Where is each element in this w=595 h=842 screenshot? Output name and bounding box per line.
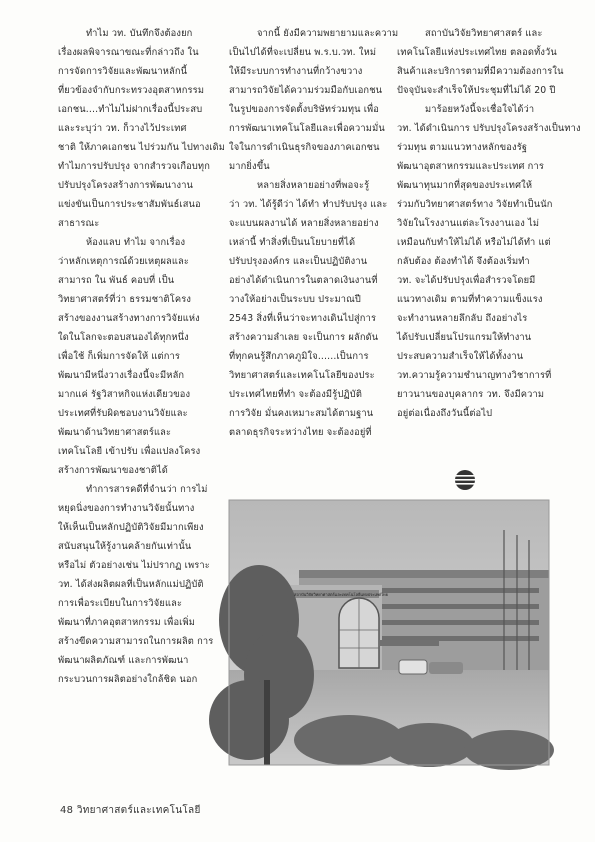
page-footer: [60, 803, 201, 818]
article-paragraph: [58, 233, 210, 480]
text-line: ปรับปรุงองค์กร และเป็นปฏิบัติงาน: [229, 256, 368, 267]
text-line: เทคโนโลยีแห่งประเทศไทย ตลอดทั้งวัน: [397, 47, 557, 58]
text-line: และระบุว่า วท. ก็วางไว้ประเทศ: [58, 123, 187, 134]
text-line: ใดในโลกจะตอบสนองได้ทุกหนึ่ง: [58, 332, 189, 343]
text-line: ตลาดธุรกิจระหว่างไทย จะต้องอยู่ที่: [229, 427, 372, 438]
text-line: เทคโนโลยี เข้าปรับ เพื่อแปลงโครง: [58, 446, 201, 457]
article-end-icon: [454, 469, 476, 491]
text-line: หลายสิ่งหลายอย่างที่พอจะรู้: [257, 180, 370, 191]
text-line: ประสบความสำเร็จให้ได้ทั้งงาน: [397, 351, 524, 362]
text-line: เรื่องผลพิจารณาขณะที่กล่าวถึง ใน: [58, 47, 199, 58]
text-line: ร่วมกับวิทยาศาสตร์ทาง วิจัยทำเป็นนัก: [397, 199, 553, 210]
text-line: พัฒนามีหนึ่งวางเรื่องนี้จะมีหลัก: [58, 370, 185, 381]
text-line: เอกชน....ทำไมไม่ฝากเรื่องนี้ประสบ: [58, 104, 203, 115]
text-line: วท. ได้ดำเนินการ ปรับปรุงโครงสร้างเป็นทาง: [397, 123, 581, 134]
article-paragraph: [397, 100, 581, 423]
article-paragraph: [397, 24, 564, 100]
text-line: พัฒนาทุนมากที่สุดของประเทศให้: [397, 180, 533, 191]
text-line: ชาติ ให้ภาคเอกชน ไปร่วมกัน ไปทางเดิม: [58, 142, 226, 153]
article-paragraph: [229, 24, 399, 176]
text-line: สาธารณะ: [58, 218, 100, 229]
text-line: จะแบนผลงานได้ หลายสิ่งหลายอย่าง: [229, 218, 379, 229]
text-line: พัฒนาที่ภาคอุตสาหกรรม เพื่อเพิ่ม: [58, 617, 196, 628]
article-paragraph: [58, 480, 214, 689]
article-paragraph: [58, 24, 226, 233]
text-line: ทำไมการปรับปรุง จากสำรวจเกือบทุก: [58, 161, 210, 172]
text-line: ว่า วท. ได้รู้ดีว่า ได้ทำ ทำปรับปรุง และ: [229, 199, 388, 210]
text-line: ห้องแลบ ทำไม จากเรื่อง: [86, 237, 186, 248]
text-line: วท.ความรู้ความชำนาญทางวิชาการที่: [397, 370, 552, 381]
text-line: เพื่อใช้ ก็เพิ่มการจัดให้ แต่การ: [58, 351, 181, 362]
text-line: วท. จะได้ปรับปรุงเพื่อสำรวจโดยมี: [397, 275, 536, 286]
text-line: มากแค่ รัฐวิสาหกิจแห่งเดียวของ: [58, 389, 191, 400]
text-line: พัฒนาด้านวิทยาศาสตร์และ: [58, 427, 172, 438]
text-line: พัฒนาอุตสาหกรรมและประเทศ การ: [397, 161, 544, 172]
text-line: แนวทางเดิม ตามที่ทำความแข็งแรง: [397, 294, 543, 305]
text-line: ทำการสารคดีที่จำนว่า การไม่: [86, 484, 208, 495]
text-line: การเพื่อระเบียบในการวิจัยและ: [58, 598, 183, 609]
text-line: วิทยาศาสตร์ที่ว่า ธรรมชาติโครง: [58, 294, 192, 305]
text-line: สถาบันวิจัยวิทยาศาสตร์ และ: [425, 28, 543, 39]
text-line: ปัจจุบันจะสำเร็จให้ประชุมที่ไม่ได้ 20 ปี: [397, 85, 556, 96]
text-line: สามารถวิจัยได้ความร่วมมือกับเอกชน: [229, 85, 383, 96]
article-paragraph: [229, 176, 388, 442]
text-line: จากนี้ ยังมีความพยายามและความ: [257, 28, 399, 39]
text-line: อยู่ต่อเนื่องถึงวันนี้ต่อไป: [397, 408, 493, 419]
text-line: 2543 สิ่งที่เห็นว่าจะทางเดินไปสู่การ: [229, 313, 377, 324]
text-line: สร้างของงานสร้างทางการวิจัยแห่ง: [58, 313, 200, 324]
text-line: กลับต้อง ต้องทำได้ จึงต้องเริ่มทำ: [397, 256, 530, 267]
text-line: ว่าหลักเหตุการณ์ด้วยเหตุผลและ: [58, 256, 190, 267]
text-line: แข่งขันเป็นการประชาสัมพันธ์เสนอ: [58, 199, 201, 210]
text-line: กระบวนการผลิตอย่างใกล้ชิด นอก: [58, 674, 198, 685]
text-line: การพัฒนาเทคโนโลยีและเพื่อความมั่น: [229, 123, 385, 134]
text-line: สินค้าและบริการตามที่มีความต้องการใน: [397, 66, 564, 77]
text-line: ประเทศไทยที่ทำ จะต้องมีรู้ปฏิบัติ: [229, 389, 363, 400]
text-line: ใจในการดำเนินธุรกิจของภาคเอกชน: [229, 142, 380, 153]
text-line: สร้างการพัฒนาของชาติได้: [58, 465, 168, 476]
text-line: มาร้อยหวังนี้จะเชื่อใจได้ว่า: [425, 104, 535, 115]
text-line: การจัดการวิจัยและพัฒนาหลักนี้: [58, 66, 188, 77]
text-line: อย่างได้ดำเนินการในตลาดเงินงานที่: [229, 275, 378, 286]
text-line: สนับสนุนให้รู้งานคล้ายกันเท่านั้น: [58, 541, 192, 552]
text-line: ที่ยวข้องจำกับกระทรวงอุตสาหกรรม: [58, 85, 205, 96]
text-line: วางให้อย่างเป็นระบบ ประมาณปี: [229, 294, 361, 305]
text-line: หยุดนิ่งของการทำงานวิจัยนั้นทาง: [58, 503, 195, 514]
text-line: หรือไม่ ตัวอย่างเช่น ไม่ปรากฏ เพราะ: [58, 560, 210, 571]
text-line: สร้างความลำเลย จะเป็นการ ผลักดัน: [229, 332, 379, 343]
text-line: วิจัยในโรงงานแต่ละโรงงานเอง ไม่: [397, 218, 540, 229]
text-line: วท. ได้ส่งผลิตผลที่เป็นหลักแม่ปฏิบัติ: [58, 579, 204, 590]
text-line: เหมือนกับทำให้ไม่ได้ หรือไม่ได้ทำ แต่: [397, 237, 551, 248]
publication-name: วิทยาศาสตร์และเทคโนโลยี: [76, 805, 201, 816]
text-line: สร้างขีดความสามารถในการผลิต การ: [58, 636, 214, 647]
article-column-middle: [229, 24, 399, 442]
building-photo: [229, 500, 549, 765]
text-line: การวิจัย มั่นคงเหมาะสมได้ตามฐาน: [229, 408, 374, 419]
text-line: วิทยาศาสตร์และเทคโนโลยีของประ: [229, 370, 375, 381]
text-line: ร่วมทุน ตามแนวทางหลักของรัฐ: [397, 142, 528, 153]
building-sign: สถาบันวิจัยวิทยาศาสตร์และเทคโนโลยีแห่งประเทศไทย: [294, 592, 388, 597]
text-line: เหล่านี้ ทำสิ่งที่เป็นนโยบายที่ได้: [229, 237, 356, 248]
text-line: พัฒนาผลิตภัณฑ์ และการพัฒนา: [58, 655, 189, 666]
text-line: เป็นไปได้ที่จะเปลี่ยน พ.ร.บ.วท. ใหม่: [229, 47, 377, 58]
text-line: ทำไม วท. บันทึกจึงต้องยก: [86, 28, 193, 39]
article-column-left: [58, 24, 226, 689]
page-number: 48: [60, 805, 74, 816]
text-line: ที่ทุกคนรู้สึกภาคภูมิใจ......เป็นการ: [229, 351, 369, 362]
text-line: ประเทศที่รับผิดชอบงานวิจัยและ: [58, 408, 188, 419]
text-line: ในรูปของการจัดตั้งบริษัทร่วมทุน เพื่อ: [229, 104, 380, 115]
text-line: สามารถ ใน พันธ์ คอบที่ เป็น: [58, 275, 175, 286]
text-line: ปรับปรุงโครงสร้างการพัฒนางาน: [58, 180, 194, 191]
text-line: ได้ปรับเปลี่ยนโปรแกรมให้ทำงาน: [397, 332, 532, 343]
text-line: ให้มีระบบการทำงานที่กว้างขวาง: [229, 66, 363, 77]
article-column-right: [397, 24, 581, 423]
text-line: ให้เห็นเป็นหลักปฏิบัติวิจัยมีมากเพียง: [58, 522, 204, 533]
text-line: จะทำงานหลายลึกลับ ถึงอย่างไร: [397, 313, 528, 324]
text-line: มากยิ่งขึ้น: [229, 161, 270, 172]
text-line: ยาวนานของบุคลากร วท. จึงมีความ: [397, 389, 545, 400]
